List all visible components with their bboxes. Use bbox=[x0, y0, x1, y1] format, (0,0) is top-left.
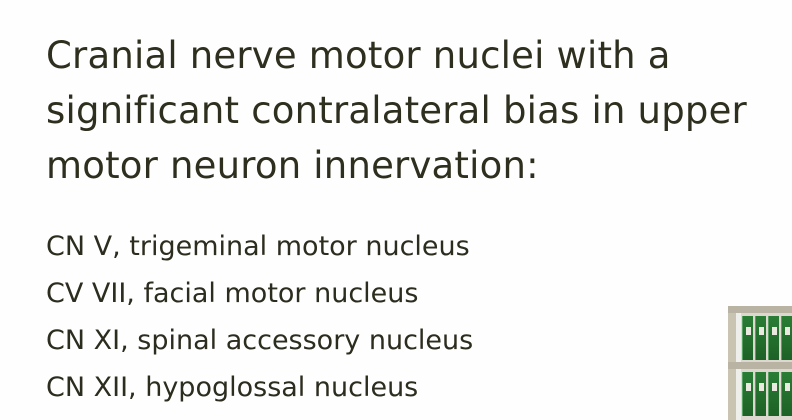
title-line-1: Cranial nerve motor nuclei with a bbox=[46, 34, 671, 77]
green-binder bbox=[781, 316, 792, 360]
title-line-3: motor neuron innervation: bbox=[46, 144, 539, 187]
green-binder bbox=[768, 372, 779, 416]
list-item-cn-xii: CN XII, hypoglossal nucleus bbox=[46, 372, 419, 403]
title-line-2: significant contralateral bias in upper bbox=[46, 89, 747, 132]
binder-row-top bbox=[742, 316, 792, 360]
green-binder bbox=[781, 372, 792, 416]
green-binder bbox=[742, 372, 753, 416]
green-binder bbox=[768, 316, 779, 360]
list-item-cn-vii: CV VII, facial motor nucleus bbox=[46, 278, 419, 309]
cranial-nerve-list bbox=[46, 223, 473, 411]
binder-row-bottom bbox=[742, 372, 792, 416]
green-binder bbox=[742, 316, 753, 360]
list-item-cn-v: CN V, trigeminal motor nucleus bbox=[46, 231, 470, 262]
speaker-video-thumbnail bbox=[728, 306, 792, 420]
shelf-top bbox=[728, 306, 792, 313]
list-item-cn-xi: CN XI, spinal accessory nucleus bbox=[46, 325, 474, 356]
green-binder bbox=[755, 316, 766, 360]
green-binder bbox=[755, 372, 766, 416]
slide-title bbox=[46, 28, 792, 193]
shelf-middle bbox=[728, 362, 792, 369]
